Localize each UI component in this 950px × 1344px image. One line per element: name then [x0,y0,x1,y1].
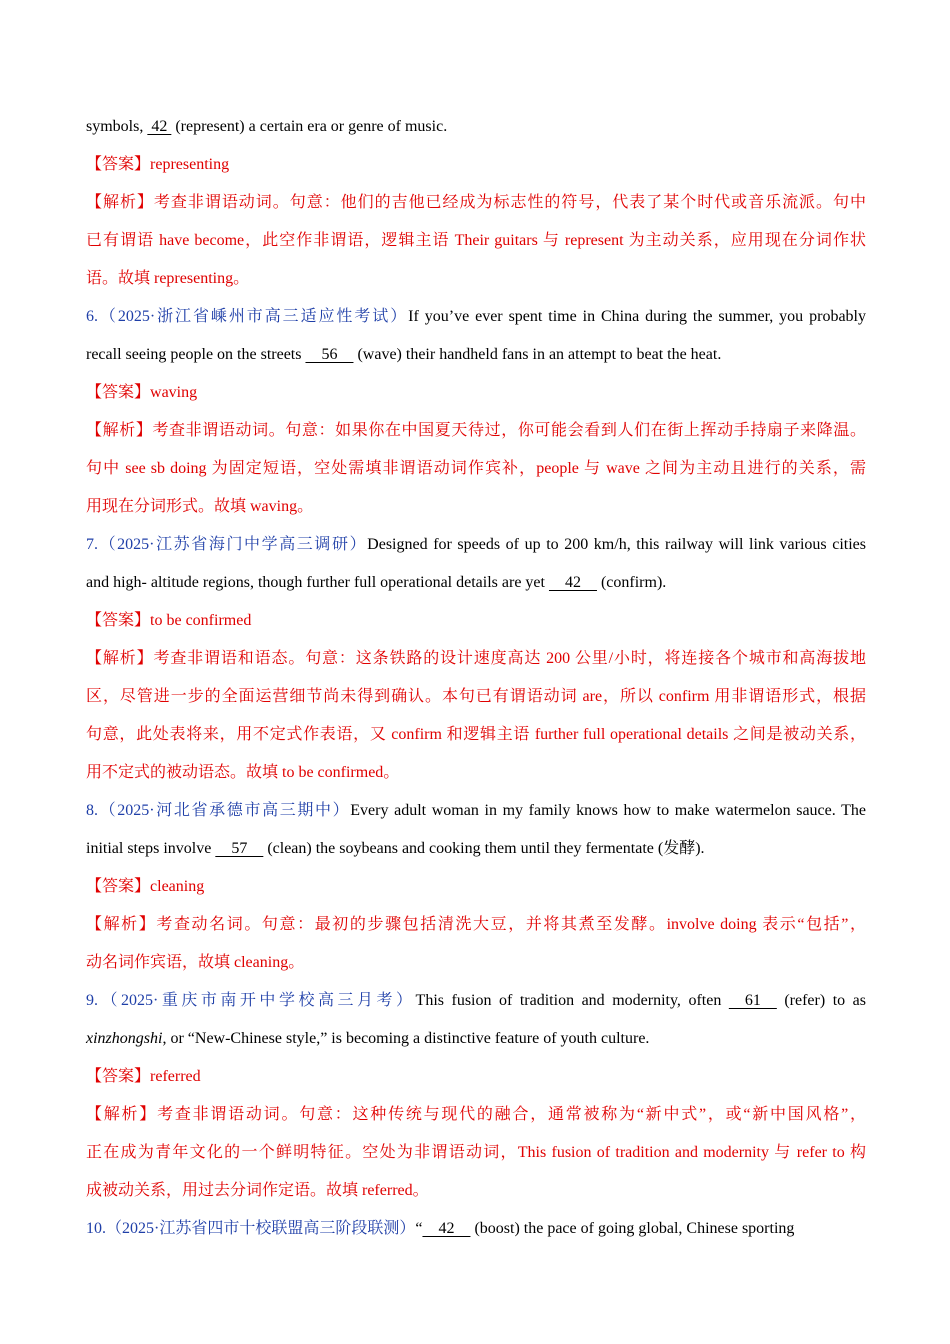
question-item [86,108,866,298]
question-text: “ [415,1220,423,1237]
question-line [86,526,866,564]
answer-label: 【答案】 [86,612,151,629]
analysis-text: 已有谓语 have become，此空作非谓语，逻辑主语 Their guitars 与 represent 为主动关系，应用现在分词作状 [86,232,866,249]
answer-line [86,602,866,640]
question-text: (boost) the pace of going global, Chinese sporting [470,1220,795,1237]
question-source: （2025·浙江省嵊州市高三适应性考试） [98,308,409,325]
answer-value: representing [150,156,230,173]
answer-line [86,868,866,906]
question-text: Every adult woman in my family knows how to make watermelon sauce. The [350,802,866,819]
answer-blank: 42 [422,1220,471,1237]
question-item [86,1210,866,1248]
question-source: （2025·江苏省四市十校联盟高三阶段联测） [106,1220,416,1237]
analysis-line [86,678,866,716]
answer-label: 【答案】 [86,384,151,401]
answer-blank: 56 [305,346,354,363]
question-line [86,564,866,602]
question-line [86,108,866,146]
question-line [86,336,866,374]
analysis-label: 【解析】 [86,422,153,439]
answer-value: referred [150,1068,201,1085]
analysis-line [86,488,866,526]
question-number: 6. [86,308,98,325]
analysis-text: 考查非谓语动词。句意：如果你在中国夏天待过，你可能会看到人们在街上挥动手持扇子来降温。 [152,422,866,439]
question-number: 9. [86,992,98,1009]
analysis-text: 用不定式的被动语态。故填 to be confirmed。 [86,764,400,781]
analysis-text: 语。故填 representing。 [86,270,250,287]
question-number: 8. [86,802,98,819]
analysis-line [86,1096,866,1134]
answer-label: 【答案】 [86,156,151,173]
answer-line [86,1058,866,1096]
analysis-text: 考查非谓语动词。句意：他们的吉他已经成为标志性的符号，代表了某个时代或音乐流派。句中 [153,194,866,211]
analysis-line [86,260,866,298]
question-text: (wave) their handheld fans in an attempt to beat the heat. [353,346,722,363]
question-line [86,792,866,830]
analysis-label: 【解析】 [86,650,154,667]
question-text: (confirm). [596,574,667,591]
question-text: (represent) a certain era or genre of music. [171,118,448,135]
analysis-text: 成被动关系，用过去分词作定语。故填 referred。 [86,1182,429,1199]
question-line [86,298,866,336]
analysis-text: 动名词作宾语，故填 cleaning。 [86,954,305,971]
question-text: recall seeing people on the streets [86,346,306,363]
analysis-line [86,716,866,754]
analysis-line [86,222,866,260]
question-source: （2025·河北省承德市高三期中） [98,802,351,819]
analysis-label: 【解析】 [86,194,154,211]
answer-blank: 42 [548,574,597,591]
analysis-line [86,1172,866,1210]
question-text: and high- altitude regions, though further full operational details are yet [86,574,549,591]
question-item [86,298,866,526]
question-line [86,1020,866,1058]
analysis-label: 【解析】 [86,1106,158,1123]
answer-blank: 42 [147,118,172,135]
italic-term: xinzhongshi [86,1030,163,1047]
question-line [86,830,866,868]
analysis-text: 考查非谓语和语态。句意：这条铁路的设计速度高达 200 公里/小时，将连接各个城市和高海拔地 [153,650,866,667]
question-source: （2025·重庆市南开中学校高三月考） [98,992,416,1009]
analysis-line [86,1134,866,1172]
analysis-line [86,640,866,678]
question-item [86,982,866,1210]
analysis-text: 用现在分词形式。故填 waving。 [86,498,314,515]
question-line [86,1210,866,1248]
question-text: (clean) the soybeans and cooking them until they fermentate (发酵). [263,840,705,857]
question-source: （2025·江苏省海门中学高三调研） [98,536,368,553]
analysis-label: 【解析】 [86,916,157,933]
question-text: , or “New-Chinese style,” is becoming a distinctive feature of youth culture. [162,1030,650,1047]
analysis-text: 考查非谓语动词。句意：这种传统与现代的融合，通常被称为“新中式”，或“新中国风格”， [157,1106,866,1123]
answer-value: cleaning [150,878,205,895]
analysis-line [86,184,866,222]
question-text: initial steps involve [86,840,216,857]
analysis-line [86,754,866,792]
question-text: If you’ve ever spent time in China during the summer, you probably [408,308,866,325]
analysis-line [86,450,866,488]
question-item [86,526,866,792]
answer-value: to be confirmed [150,612,252,629]
analysis-text: 正在成为青年文化的一个鲜明特征。空处为非谓语动词，This fusion of tradition and modernity 与 refer to 构 [86,1144,866,1161]
analysis-line [86,412,866,450]
analysis-line [86,944,866,982]
question-number: 10. [86,1220,106,1237]
analysis-text: 句意，此处表将来，用不定式作表语，又 confirm 和逻辑主语 further full operational details 之间是被动关系， [86,726,866,743]
answer-value: waving [150,384,198,401]
analysis-text: 考查动名词。句意：最初的步骤包括清洗大豆，并将其煮至发酵。involve doing 表示“包括”， [156,916,866,933]
answer-label: 【答案】 [86,1068,151,1085]
answer-label: 【答案】 [86,878,151,895]
question-item [86,792,866,982]
analysis-text: 句中 see sb doing 为固定短语，空处需填非谓语动词作宾补，people 与 wave 之间为主动且进行的关系，需 [86,460,866,477]
exercise-page [86,108,866,1248]
analysis-text: 区，尽管进一步的全面运营细节尚未得到确认。本句已有谓语动词 are，所以 confirm 用非谓语形式，根据 [86,688,866,705]
question-line [86,982,866,1020]
analysis-line [86,906,866,944]
answer-blank: 61 [728,992,777,1009]
answer-blank: 57 [215,840,264,857]
question-text: symbols, [86,118,148,135]
question-text: This fusion of tradition and modernity, often [415,992,729,1009]
question-text: Designed for speeds of up to 200 km/h, this railway will link various cities [367,536,866,553]
answer-line [86,146,866,184]
question-text: (refer) to as [776,992,866,1009]
question-number: 7. [86,536,98,553]
answer-line [86,374,866,412]
